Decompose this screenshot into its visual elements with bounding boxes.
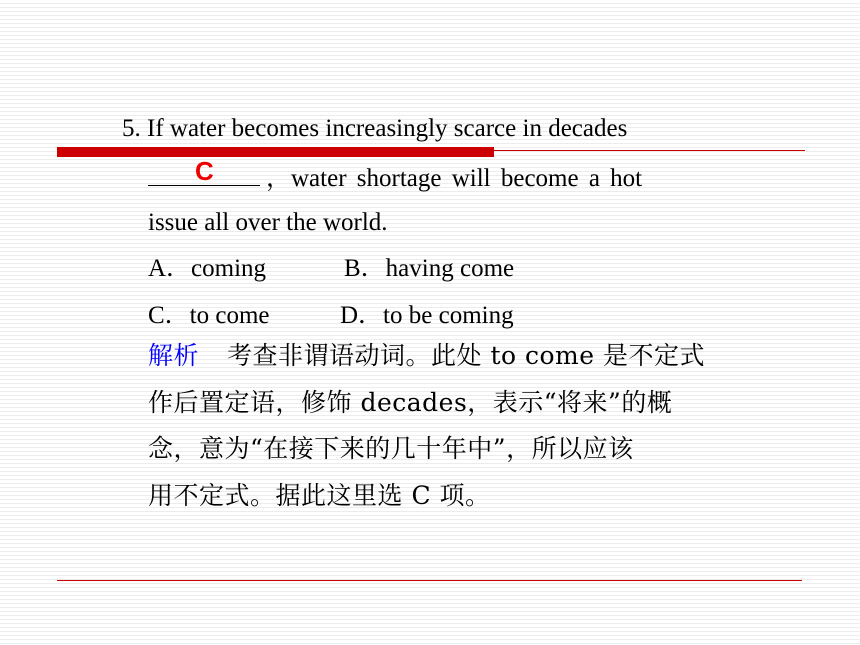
- analysis-line-1-text: 考查非谓语动词。此处 to come 是不定式: [227, 341, 706, 370]
- analysis-line-4: 用不定式。据此这里选 C 项。: [148, 481, 491, 510]
- analysis-line-2: 作后置定语，修饰 decades，表示“将来”的概: [148, 388, 673, 417]
- question-line-1: 5. If water becomes increasingly scarce in decades: [122, 115, 628, 142]
- question-line-2: [148, 161, 642, 194]
- options-row-1: [148, 254, 514, 284]
- question-line-3: issue all over the world.: [148, 209, 388, 236]
- answer-letter: C: [195, 156, 214, 186]
- option-d: D．to be coming: [340, 302, 514, 329]
- analysis-line-1: [148, 341, 705, 371]
- bottom-divider-line: [57, 580, 802, 581]
- option-c: C．to come: [148, 302, 270, 329]
- title-accent-bar: [57, 147, 494, 157]
- option-a: A．coming: [148, 255, 267, 282]
- options-row-2: [148, 301, 514, 331]
- option-b: B．having come: [344, 255, 515, 282]
- top-divider-line: [57, 150, 805, 151]
- analysis-label: 解析: [148, 341, 200, 370]
- question-line-2-text: ，water shortage will become a hot: [266, 165, 643, 192]
- analysis-line-3: 念，意为“在接下来的几十年中”，所以应该: [148, 434, 634, 463]
